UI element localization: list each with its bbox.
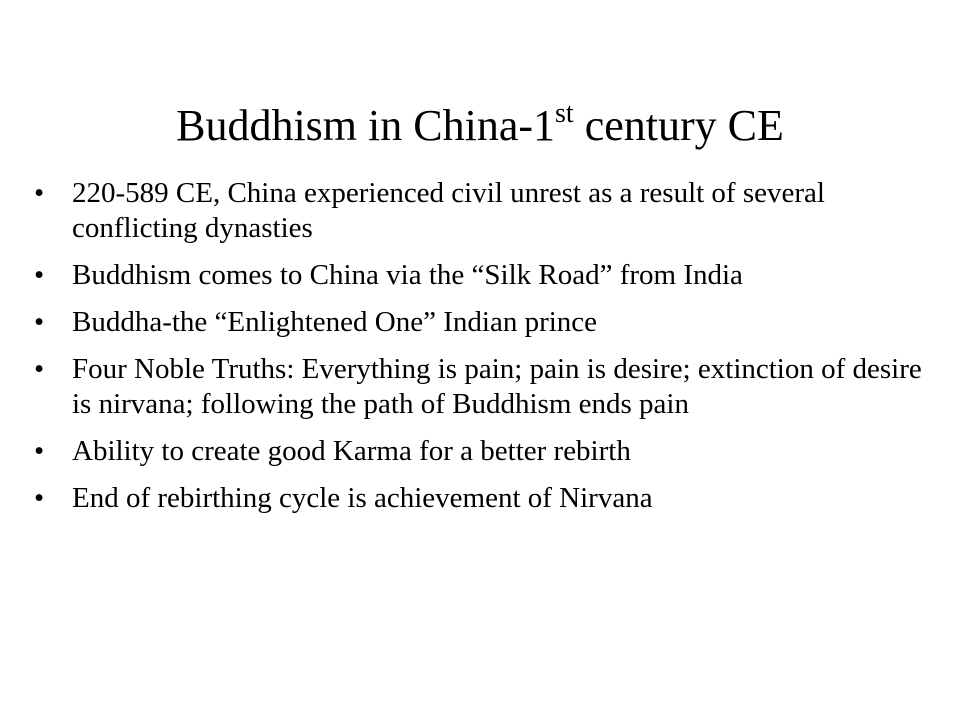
bullet-item <box>34 258 934 293</box>
bullet-text: Buddhism comes to China via the “Silk Road” from India <box>72 259 743 291</box>
bullet-icon: • <box>34 259 45 291</box>
bullet-icon: • <box>34 435 45 467</box>
bullet-item <box>34 434 934 469</box>
bullet-item <box>34 305 934 340</box>
slide-title <box>0 96 960 156</box>
bullet-text: Ability to create good Karma for a better rebirth <box>72 435 631 467</box>
bullet-item <box>34 352 934 422</box>
bullet-text: End of rebirthing cycle is achievement of Nirvana <box>72 482 653 514</box>
title-main: Buddhism in China-1 <box>176 101 556 150</box>
bullet-icon: • <box>34 482 45 514</box>
bullet-icon: • <box>34 306 45 338</box>
bullet-icon: • <box>34 177 45 209</box>
bullet-text: 220-589 CE, China experienced civil unrest as a result of several conflicting dynasties <box>72 177 825 244</box>
title-tail: century CE <box>573 101 784 150</box>
bullet-list <box>34 176 934 528</box>
bullet-icon: • <box>34 353 45 385</box>
bullet-item <box>34 481 934 516</box>
title-superscript: st <box>555 98 574 130</box>
bullet-text: Buddha-the “Enlightened One” Indian prince <box>72 306 598 338</box>
bullet-item <box>34 176 934 246</box>
bullet-text: Four Noble Truths: Everything is pain; pain is desire; extinction of desire is nirvana; following the path of Buddhism ends pain <box>72 353 922 420</box>
